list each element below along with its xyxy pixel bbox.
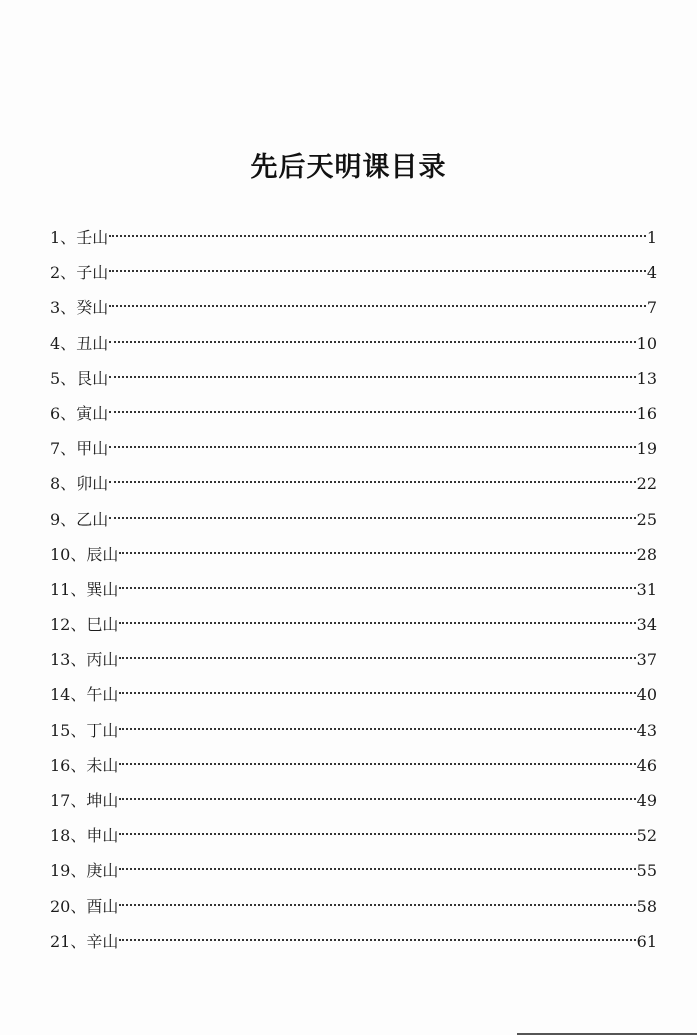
dot-leader	[119, 939, 635, 941]
dot-leader	[109, 341, 635, 343]
toc-entry-page: 1	[646, 228, 657, 247]
toc-entry[interactable]	[50, 683, 657, 718]
toc-entry-page: 16	[636, 403, 657, 423]
dot-leader	[119, 904, 635, 906]
toc-entry-label: 巳山	[86, 615, 119, 635]
toc-entry[interactable]	[50, 719, 657, 754]
toc-entry[interactable]	[50, 332, 657, 367]
toc-entry[interactable]	[50, 261, 657, 296]
toc-entry-number: 16、	[50, 755, 87, 775]
toc-entry-number: 6、	[50, 403, 77, 423]
dot-leader	[119, 728, 635, 730]
dot-leader	[109, 446, 635, 448]
dot-leader	[109, 235, 646, 237]
toc-entry-number: 2、	[50, 263, 77, 283]
toc-entry-label: 庚山	[86, 861, 119, 881]
dot-leader	[119, 692, 635, 694]
page-title: 先后天明课目录	[250, 152, 447, 183]
toc-entry[interactable]	[50, 508, 657, 543]
toc-entry-label: 辰山	[86, 544, 119, 564]
toc-entry-page: 28	[636, 544, 657, 564]
toc-entry-label: 卯山	[76, 474, 109, 494]
toc-entry-label: 巽山	[86, 579, 119, 599]
toc-entry-number: 8、	[50, 474, 77, 494]
toc-entry-label: 申山	[86, 826, 119, 846]
toc-entry-number: 10、	[50, 544, 87, 564]
dot-leader	[109, 517, 635, 519]
dot-leader	[119, 763, 635, 765]
toc-entry-label: 酉山	[86, 896, 119, 916]
toc-entry-number: 1、	[50, 228, 77, 247]
toc-entry[interactable]	[50, 754, 657, 789]
dot-leader	[109, 411, 635, 413]
toc-entry-number: 3、	[50, 298, 77, 318]
toc-entry-label: 乙山	[76, 509, 109, 529]
toc-entry[interactable]	[50, 578, 657, 613]
toc-entry-label: 丁山	[86, 720, 119, 740]
toc-entry[interactable]	[50, 789, 657, 824]
toc-entry-page: 10	[636, 333, 657, 353]
toc-entry-page: 25	[636, 509, 657, 529]
toc-entry[interactable]	[50, 930, 657, 965]
toc-entry-number: 19、	[50, 861, 87, 881]
dot-leader	[119, 868, 635, 870]
toc-entry-number: 21、	[50, 931, 87, 951]
toc-entry-number: 13、	[50, 650, 87, 670]
toc-entry-label: 癸山	[76, 298, 109, 318]
toc-entry-number: 12、	[50, 615, 87, 635]
toc-entry-number: 11、	[50, 579, 87, 599]
toc-entry-page: 7	[646, 298, 657, 318]
dot-leader	[119, 833, 635, 835]
toc-entry-page: 19	[636, 439, 657, 459]
toc-entry-page: 4	[646, 263, 657, 283]
dot-leader	[119, 622, 635, 624]
toc-entry-page: 46	[636, 755, 657, 775]
toc-entry-label: 艮山	[76, 368, 109, 388]
toc-entry-page: 55	[636, 861, 657, 881]
toc-entry-label: 丙山	[86, 650, 119, 670]
dot-leader	[119, 657, 635, 659]
toc-entry-label: 寅山	[76, 403, 109, 423]
dot-leader	[109, 305, 646, 307]
dot-leader	[109, 481, 635, 483]
toc-entry-label: 未山	[86, 755, 119, 775]
toc-entry-number: 4、	[50, 333, 77, 353]
toc-entry-page: 43	[636, 720, 657, 740]
toc-entry[interactable]	[50, 543, 657, 578]
toc-entry-page: 34	[636, 615, 657, 635]
toc-entry-label: 午山	[86, 685, 119, 705]
toc-entry[interactable]	[50, 895, 657, 930]
dot-leader	[109, 270, 646, 272]
toc-entry-page: 22	[636, 474, 657, 494]
toc-entry-label: 丑山	[76, 333, 109, 353]
toc-entry[interactable]	[50, 296, 657, 331]
toc-entry-label: 坤山	[86, 791, 119, 810]
toc-entry-number: 15、	[50, 720, 87, 740]
toc-entry-page: 61	[636, 931, 657, 951]
toc-entry[interactable]	[50, 226, 657, 261]
toc-entry-number: 5、	[50, 368, 77, 388]
toc-entry[interactable]	[50, 472, 657, 507]
toc-entry-page: 49	[636, 791, 657, 810]
toc-entry[interactable]	[50, 402, 657, 437]
toc-entry[interactable]	[50, 824, 657, 859]
toc-entry-label: 辛山	[86, 931, 119, 951]
toc-entry-page: 31	[636, 579, 657, 599]
toc-entry[interactable]	[50, 367, 657, 402]
toc-entry[interactable]	[50, 648, 657, 683]
toc-entry[interactable]	[50, 613, 657, 648]
dot-leader	[109, 376, 635, 378]
toc-entry-label: 壬山	[76, 228, 109, 247]
toc-entry-page: 52	[636, 826, 657, 846]
toc-entry-number: 9、	[50, 509, 77, 529]
toc-entry-page: 40	[636, 685, 657, 705]
toc-entry-label: 甲山	[76, 439, 109, 459]
toc-entry-page: 37	[636, 650, 657, 670]
toc-entry-page: 58	[636, 896, 657, 916]
toc-entry[interactable]	[50, 859, 657, 894]
toc-entry-number: 17、	[50, 791, 87, 810]
toc-entry-page: 13	[636, 368, 657, 388]
toc-entry-number: 20、	[50, 896, 87, 916]
toc-entry[interactable]	[50, 437, 657, 472]
table-of-contents	[50, 226, 657, 965]
toc-entry-label: 子山	[76, 263, 109, 283]
dot-leader	[119, 587, 635, 589]
dot-leader	[119, 552, 635, 554]
toc-entry-number: 7、	[50, 439, 77, 459]
toc-entry-number: 18、	[50, 826, 87, 846]
toc-entry-number: 14、	[50, 685, 87, 705]
dot-leader	[119, 798, 635, 800]
